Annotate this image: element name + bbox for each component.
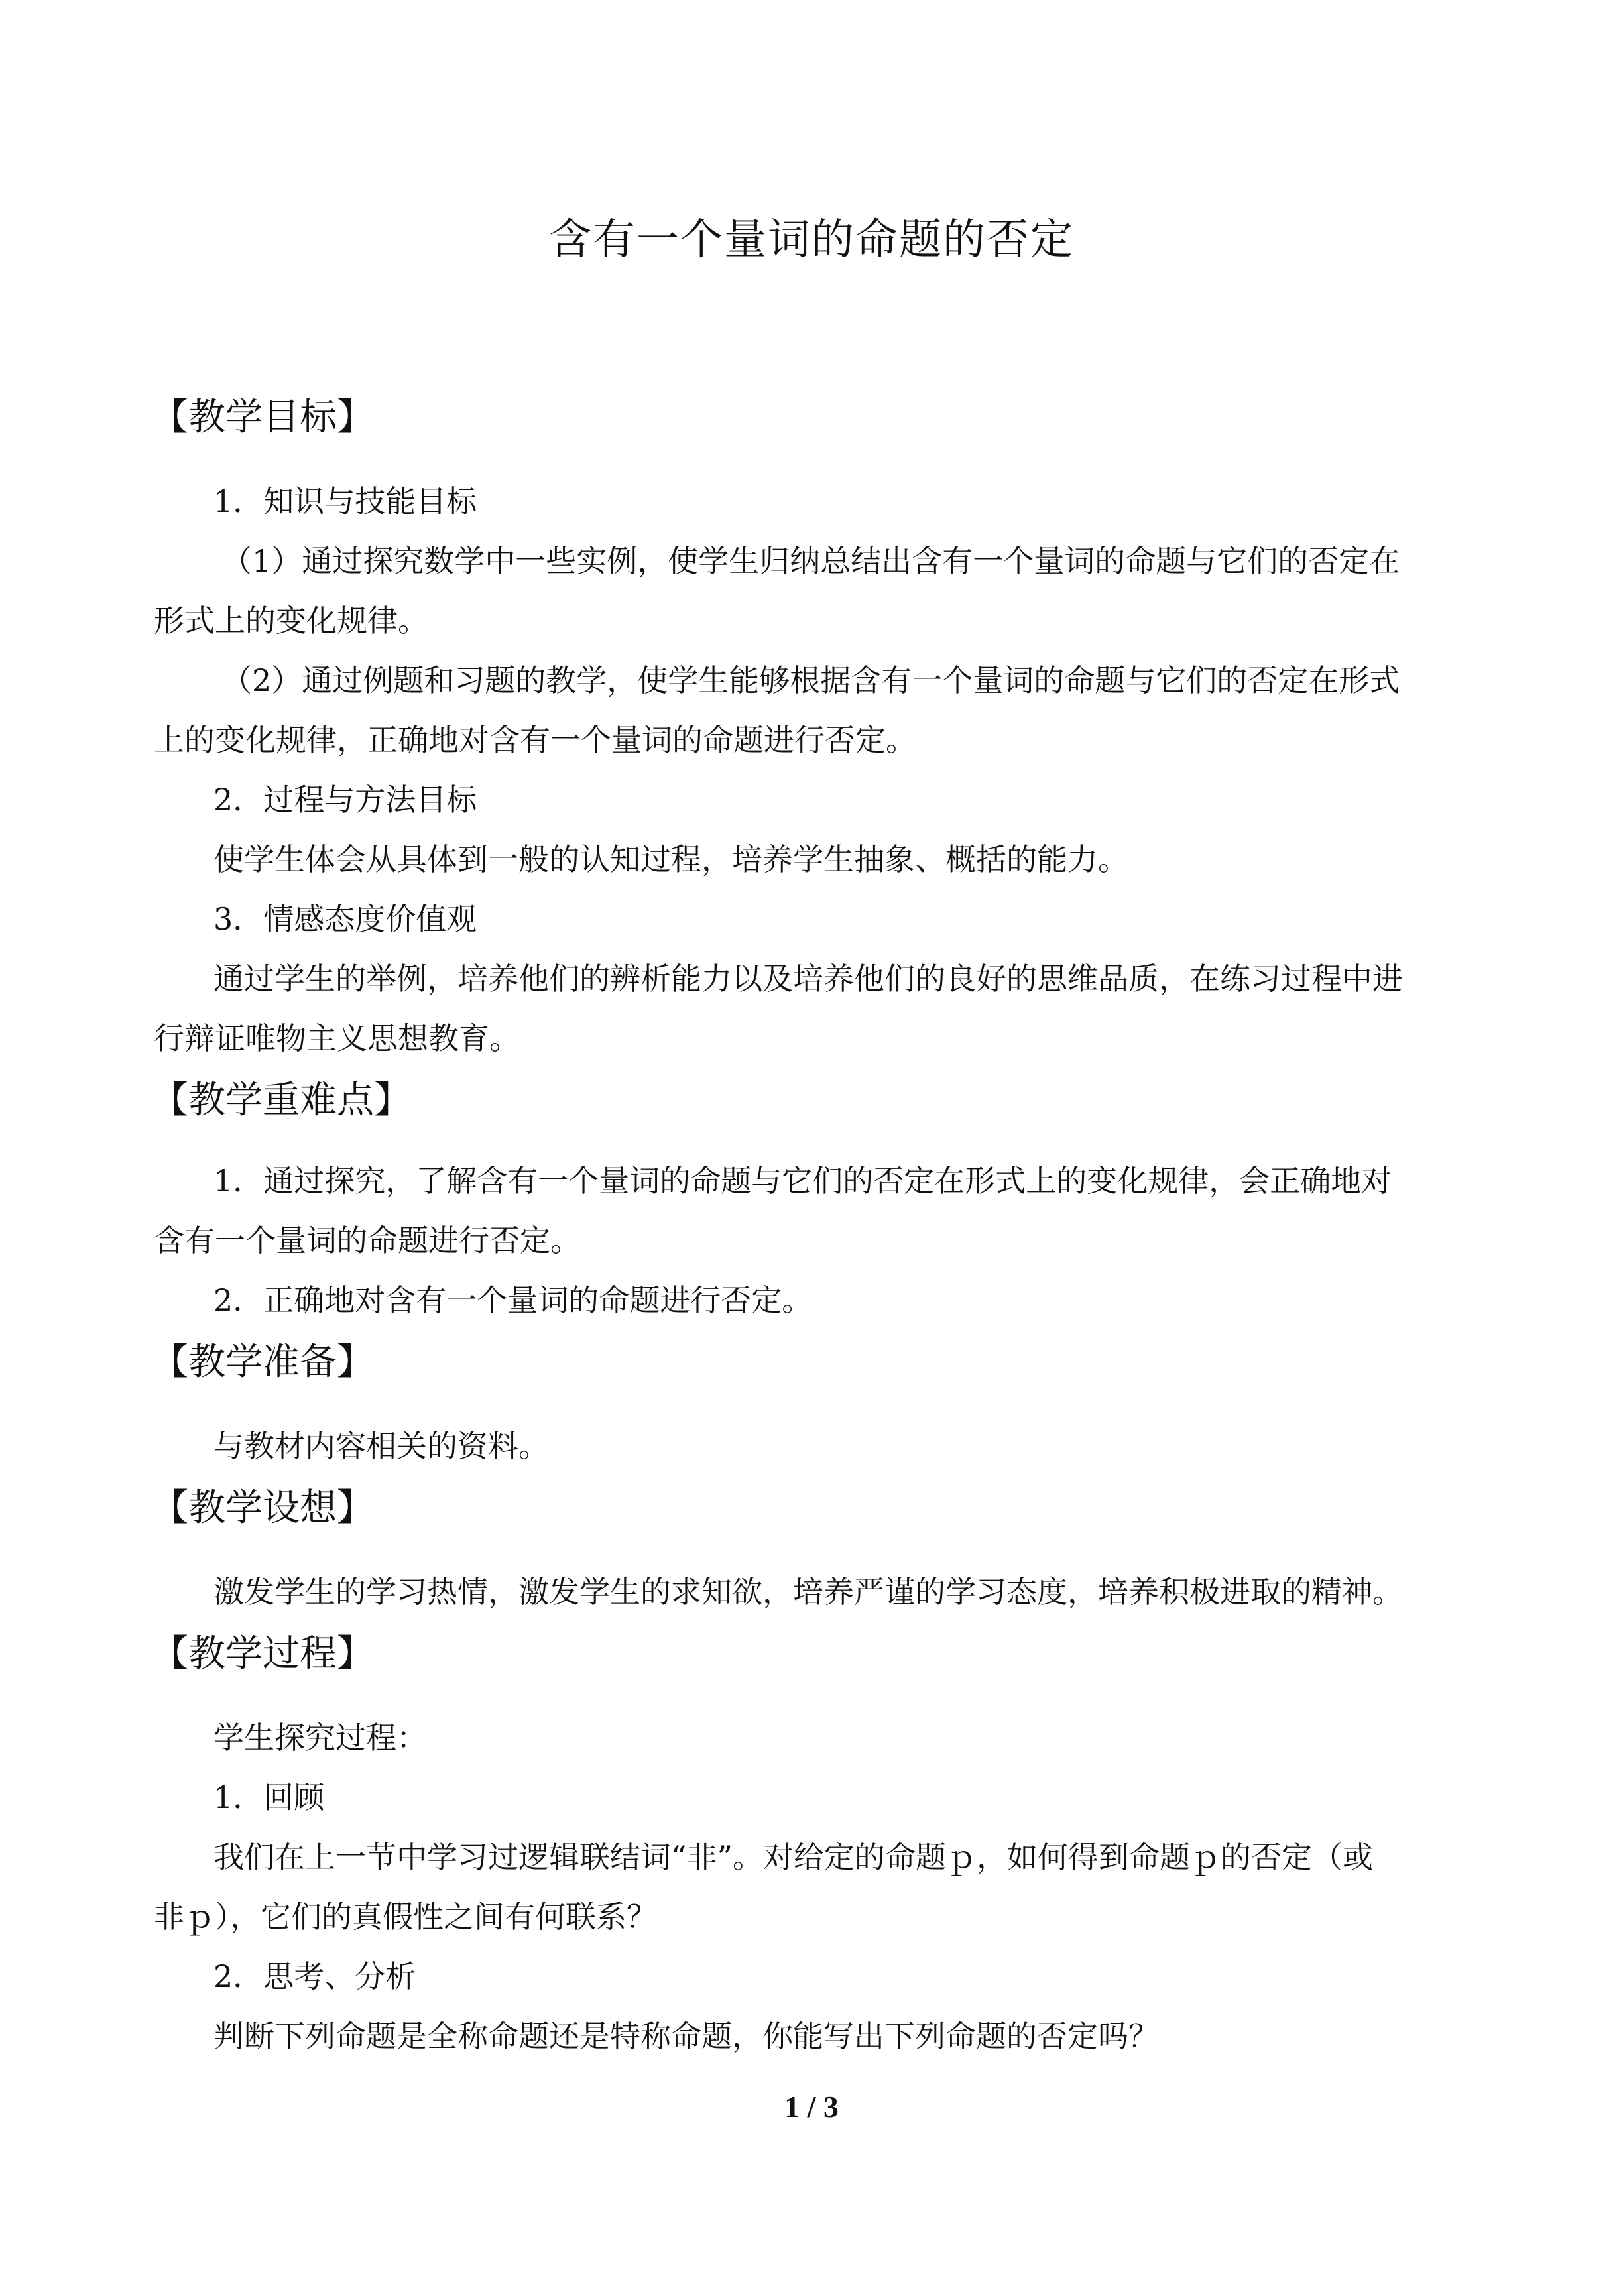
paragraph-line: 非ｐ），它们的真假性之间有何联系？ — [154, 1899, 657, 1935]
paragraph-line: 1．知识与技能目标 — [213, 483, 477, 519]
heading-preparation: 【教学准备】 — [151, 1341, 374, 1384]
heading-process: 【教学过程】 — [151, 1632, 374, 1675]
paragraph-line: 行辩证唯物主义思想教育。 — [154, 1020, 520, 1056]
paragraph-line: 3．情感态度价值观 — [213, 901, 477, 937]
paragraph-line: 上的变化规律，正确地对含有一个量词的命题进行否定。 — [154, 722, 916, 758]
paragraph-line: 判断下列命题是全称命题还是特称命题，你能写出下列命题的否定吗？ — [213, 2018, 1159, 2054]
paragraph-line: 2．思考、分析 — [213, 1959, 416, 1994]
paragraph-line: 2．正确地对含有一个量词的命题进行否定。 — [213, 1282, 813, 1318]
heading-key-points: 【教学重难点】 — [151, 1079, 411, 1122]
paragraph-line: （1）通过探究数学中一些实例，使学生归纳总结出含有一个量词的命题与它们的否定在 — [221, 543, 1400, 579]
paragraph-line: 含有一个量词的命题进行否定。 — [154, 1223, 581, 1258]
paragraph-line: 通过学生的举例，培养他们的辨析能力以及培养他们的良好的思维品质，在练习过程中进 — [213, 961, 1403, 997]
heading-teaching-goals: 【教学目标】 — [151, 396, 374, 439]
paragraph-line: 2．过程与方法目标 — [213, 782, 477, 817]
paragraph-line: 学生探究过程： — [213, 1720, 427, 1756]
paragraph-line: 与教材内容相关的资料。 — [213, 1428, 549, 1464]
heading-concept: 【教学设想】 — [151, 1486, 374, 1530]
paragraph-line: 1．通过探究，了解含有一个量词的命题与它们的否定在形式上的变化规律，会正确地对 — [213, 1163, 1392, 1199]
document-title: 含有一个量词的命题的否定 — [549, 215, 1074, 265]
paragraph-line: 我们在上一节中学习过逻辑联结词“非”。对给定的命题ｐ，如何得到命题ｐ的否定（或 — [213, 1839, 1374, 1875]
paragraph-line: （2）通过例题和习题的教学，使学生能够根据含有一个量词的命题与它们的否定在形式 — [221, 662, 1400, 698]
paragraph-line: 1．回顾 — [213, 1780, 325, 1815]
page-number: 1 / 3 — [784, 2090, 839, 2124]
paragraph-line: 使学生体会从具体到一般的认知过程，培养学生抽象、概括的能力。 — [213, 841, 1128, 877]
paragraph-line: 激发学生的学习热情，激发学生的求知欲，培养严谨的学习态度，培养积极进取的精神。 — [213, 1574, 1403, 1610]
paragraph-line: 形式上的变化规律。 — [154, 603, 428, 638]
